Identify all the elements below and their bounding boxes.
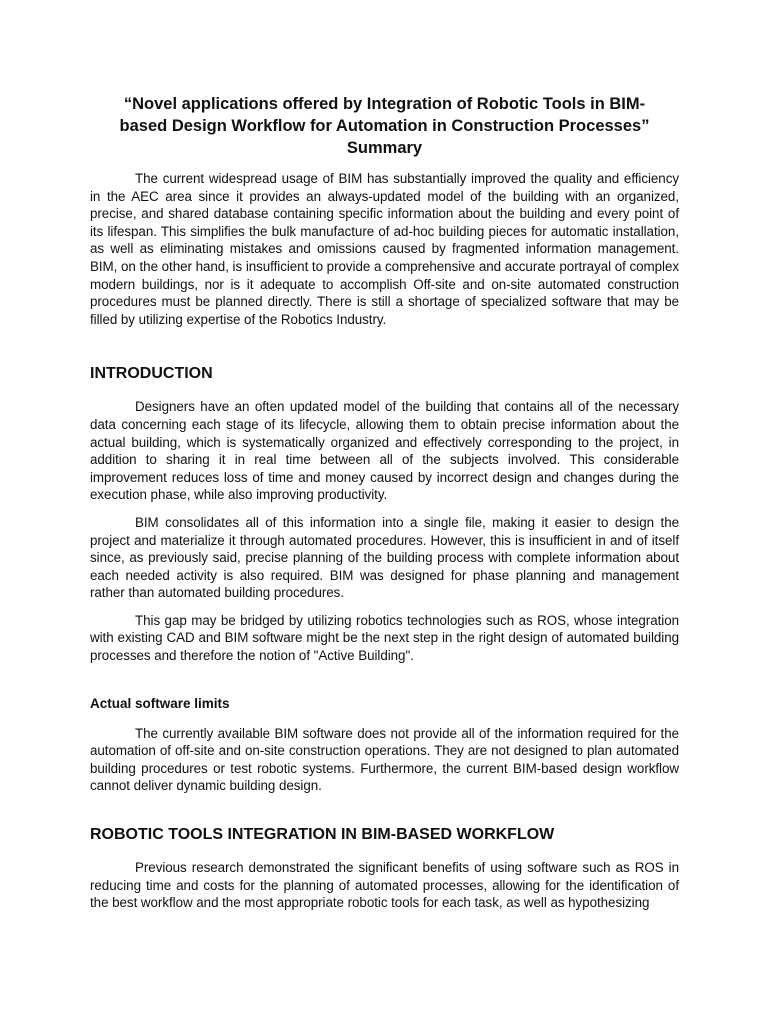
introduction-heading: INTRODUCTION [90, 365, 213, 383]
software-limits-heading: Actual software limits [90, 695, 230, 711]
document-title [90, 93, 679, 159]
summary-paragraph: The current widespread usage of BIM has substantially improved the quality and efficiency in the AEC area since it provides an always-updated model of the building with an organized, precise, and shared database containing specific information about the building and every point of its lifespan. This simplifies the bulk manufacture of ad-hoc building pieces for automatic installation, as well as eliminating mistakes and omissions caused by fragmented information management. BIM, on the other hand, is insufficient to provide a comprehensive and accurate portrayal of complex modern buildings, nor is it adequate to accomplish Off-site and on-site automated construction procedures must be planned directly. There is still a shortage of specialized software that may be filled by utilizing expertise of the Robotics Industry. [90, 171, 679, 327]
robotic-tools-heading: ROBOTIC TOOLS INTEGRATION IN BIM-BASED WORKFLOW [90, 826, 555, 844]
introduction-paragraph: This gap may be bridged by utilizing robotics technologies such as ROS, whose integration with existing CAD and BIM software might be the next step in the right design of automated building processes and therefore the notion of "Active Building". [90, 612, 679, 664]
introduction-paragraph: BIM consolidates all of this information into a single file, making it easier to design the project and materialize it through automated procedures. However, this is insufficient in and of itself since, as previously said, precise planning of the building process with complete information about each needed activity is also required. BIM was designed for phase planning and management rather than automated building procedures. [90, 514, 679, 601]
robotic-tools-paragraph: Previous research demonstrated the significant benefits of using software such as ROS in reducing time and costs for the planning of automated processes, allowing for the identification of the best workflow and the most appropriate robotic tools for each task, as well as hypothesizing [90, 860, 679, 911]
title-line: “Novel applications offered by Integration of Robotic Tools in BIM- [123, 95, 646, 113]
title-line: based Design Workflow for Automation in Construction Processes” [119, 117, 650, 135]
introduction-paragraph: Designers have an often updated model of the building that contains all of the necessary data concerning each stage of its lifecycle, allowing them to obtain precise information about the actual building, which is systematically organized and effectively corresponding to the project, in addition to sharing it in real time between all of the subjects involved. This considerable improvement reduces loss of time and money caused by incorrect design and changes during the execution phase, while also improving productivity. [90, 399, 679, 503]
software-limits-paragraph: The currently available BIM software does not provide all of the information required for the automation of off-site and on-site construction operations. They are not designed to plan automated building procedures or test robotic systems. Furthermore, the current BIM-based design workflow cannot deliver dynamic building design. [90, 725, 679, 794]
title-subheading-summary: Summary [346, 139, 423, 157]
